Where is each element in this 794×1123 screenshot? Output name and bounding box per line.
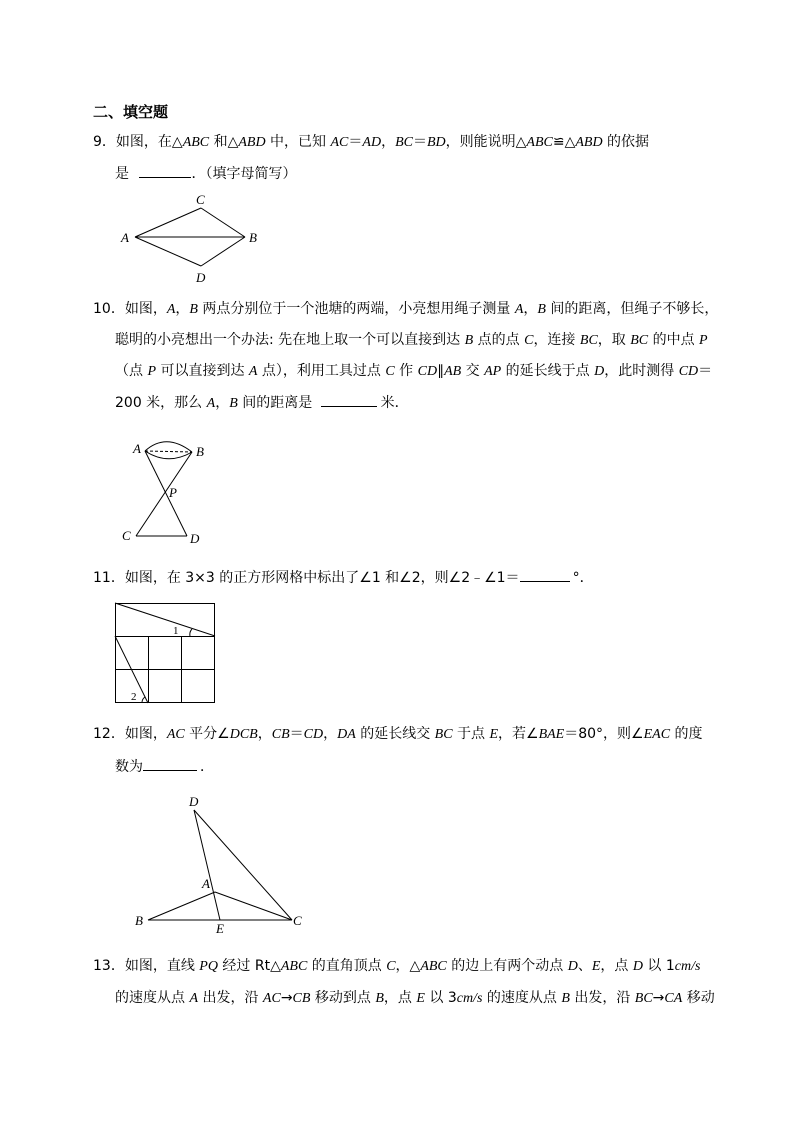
q11-diagonal-1 [115, 603, 215, 636]
q12-label-D: D [189, 794, 199, 809]
q9-line2: 是 ．（填字母简写） [115, 163, 296, 184]
q13-line1: 13．如图，直线 PQ 经过 Rt△ABC 的直角顶点 C，△ABC 的边上有两个动点 D、E，点 D 以 1cm/s [93, 958, 701, 974]
q10-figure [115, 436, 225, 548]
q11-angle-2-label: 2 [131, 691, 137, 703]
q12-seg-BA [148, 892, 215, 920]
q13-number: 13． [93, 958, 125, 974]
q12-label-B: B [135, 913, 143, 928]
q11-angle-1-arc [190, 629, 192, 636]
q13-line2: 的速度从点 A 出发，沿 AC→CB 移动到点 B，点 E 以 3cm/s 的速度从点 B 出发，沿 BC→CA 移动 [115, 990, 715, 1006]
q10-pond-arc-bottom [145, 451, 192, 459]
q9-seg-AD [135, 237, 201, 266]
q9-answer-blank[interactable] [139, 163, 191, 178]
q9-label-D: D [196, 270, 206, 285]
q11-line1: 11．如图，在 3×3 的正方形网格中标出了∠1 和∠2，则∠2﹣∠1＝ °． [93, 567, 594, 588]
q10-label-D: D [190, 531, 200, 546]
q12-figure [130, 790, 310, 935]
q11-number: 11． [93, 570, 125, 586]
q12-seg-DC [194, 810, 292, 920]
q11-angle-1-label: 1 [173, 625, 179, 637]
q12-seg-DE [194, 810, 220, 920]
q12-seg-AC [215, 892, 292, 920]
q12-line2: 数为 ． [115, 756, 214, 777]
q10-label-P: P [169, 485, 177, 500]
q11-figure [115, 603, 217, 705]
q9-line1: 9．如图，在△ABC 和△ABD 中，已知 AC＝AD，BC＝BD，则能说明△ABC≌△ABD 的依据 [93, 134, 650, 150]
q10-label-B: B [196, 444, 204, 459]
q9-number: 9． [93, 134, 116, 150]
q11-answer-blank[interactable] [520, 567, 570, 582]
q10-line1: 10．如图，A，B 两点分别位于一个池塘的两端，小亮想用绳子测量 A，B 间的距离，但绳子不够长， [93, 301, 719, 317]
q10-pond-arc-top [145, 442, 192, 452]
q10-seg-AD [145, 451, 187, 536]
q9-seg-CB [201, 208, 245, 237]
q10-seg-AB-dashed [145, 451, 192, 452]
q9-figure [115, 190, 275, 286]
q10-seg-BC [136, 452, 192, 536]
q12-number: 12． [93, 726, 125, 742]
q10-line2: 聪明的小亮想出一个办法: 先在地上取一个可以直接到达 B 点的点 C，连接 BC，取 BC 的中点 P [115, 332, 708, 348]
q9-seg-AC [135, 208, 201, 237]
q12-label-A: A [202, 876, 210, 891]
q9-label-C: C [196, 192, 205, 207]
q10-label-A: A [133, 441, 141, 456]
q10-line4: 200 米，那么 A，B 间的距离是 米． [115, 392, 409, 414]
q11-grid [115, 603, 215, 703]
q12-label-C: C [293, 913, 302, 928]
q9-label-A: A [121, 230, 129, 245]
q10-line3: （点 P 可以直接到达 A 点），利用工具过点 C 作 CD∥AB 交 AP 的延长线于点 D，此时测得 CD＝ [115, 363, 713, 379]
section-title: 二、填空题 [93, 103, 169, 121]
q12-line1: 12．如图，AC 平分∠DCB，CB＝CD，DA 的延长线交 BC 于点 E，若∠BAE＝80°，则∠EAC 的度 [93, 726, 703, 742]
q10-number: 10． [93, 301, 125, 317]
q9-label-B: B [249, 230, 257, 245]
q12-answer-blank[interactable] [143, 756, 197, 771]
q9-seg-DB [201, 237, 245, 266]
q10-answer-blank[interactable] [321, 392, 377, 407]
q12-label-E: E [216, 921, 224, 936]
q10-label-C: C [122, 528, 131, 543]
q11-grid-border [116, 604, 215, 703]
